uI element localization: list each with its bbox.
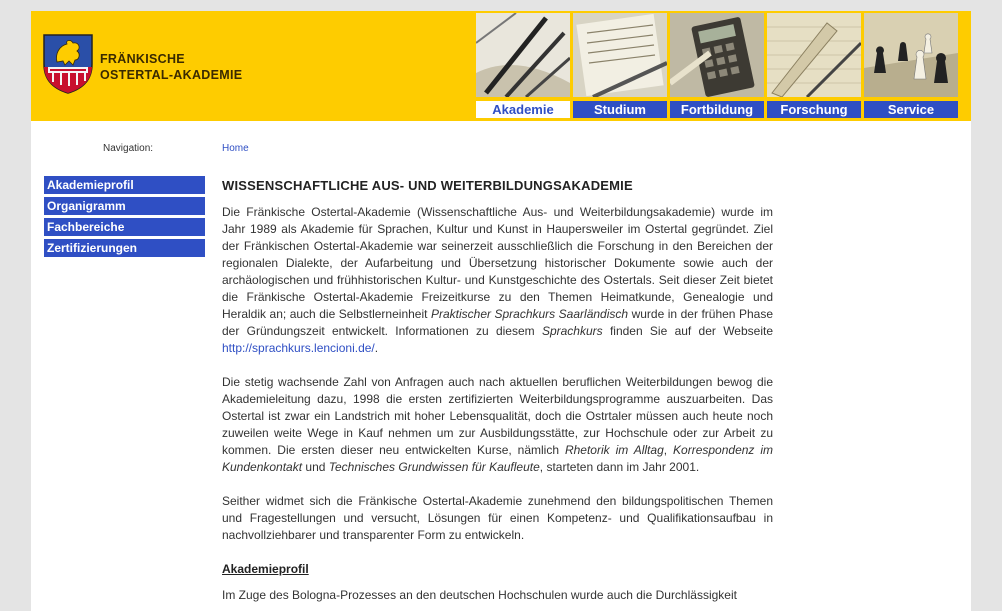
page: [31, 11, 971, 611]
chess-photo: [864, 13, 958, 97]
p2-emphasis-rhetorik: Rhetorik im Alltag: [564, 443, 664, 457]
sidebar-item-akademieprofil[interactable]: Akademieprofil: [44, 176, 205, 194]
site-header: [31, 11, 971, 121]
sidebar-nav: [44, 176, 205, 260]
p1-text-4: .: [374, 341, 379, 355]
p1-emphasis-sprachkurs-saarlaendisch: Praktischer Sprachkurs Saarländisch: [430, 307, 629, 321]
tab-service[interactable]: Service: [864, 101, 958, 118]
site-title[interactable]: [100, 51, 242, 83]
tab-forschung[interactable]: Forschung: [767, 101, 861, 118]
site-title-line2: OSTERTAL-AKADEMIE: [100, 68, 243, 82]
paragraph-education-policy: Seither widmet sich die Fränkische Ostertal-Akademie zunehmend den bildungspolitischen Themen und Fragestellungen und versucht, Lösungen für einen Kompetenz- und Qualifikationsaufbau in nachvollziehbarer und transparenter Form zu entwickeln.: [222, 494, 773, 542]
sidebar-item-fachbereiche[interactable]: Fachbereiche: [44, 218, 205, 236]
calculator-photo: [670, 13, 764, 97]
p1-text-3: finden Sie auf der Webseite: [602, 324, 773, 338]
p2-emphasis-korrespondenz: Korrespondenz im Kundenkontakt: [222, 443, 774, 474]
tab-fortbildung[interactable]: Fortbildung: [670, 101, 764, 118]
tab-akademie[interactable]: Akademie: [476, 101, 570, 118]
paragraph-further-education: [222, 374, 773, 476]
navigation-label: Navigation:: [103, 143, 154, 154]
section-heading-akademieprofil: Akademieprofil: [222, 562, 309, 576]
p1-text-1: Die Fränkische Ostertal-Akademie (Wissenschaftliche Aus- und Weiterbildungsakademie) wurde im Jahr 1989 als Akademie für Sprachen, Kultur und Kunst in Haupersweiler im Ostertal gegründet. Ziel der Fränkischen Ostertal-Akademie war seinerzeit ausschließlich die Forschung in den Bereichen der regionalen Dialekte, der Aufarbeitung und Übersetzung historischer Dokumente sowie auch der archäologischen und frühhistorischen Kultur- und Kunstgeschichte des Ostertals. Seit dieser Zeit bietet die Fränkische Ostertal-Akademie Freizeitkurse zu den Themen Heimatkunde, Genealogie und Heraldik an; auch die Selbstlerneinheit: [222, 205, 773, 321]
p2-text-2: ,: [663, 443, 674, 457]
pens-photo: [476, 13, 570, 97]
coat-of-arms-logo[interactable]: [43, 34, 93, 94]
p2-text-1: Die stetig wachsende Zahl von Anfragen auch nach aktuellen beruflichen Weiterbildungen bewog die Akademieleitung dazu, 1998 die ersten zertifizierten Weiterbildungsprogramme auszuarbeiten. Das Ostertal ist zwar ein Landstrich mit hoher Lebensqualität, doch die Ostrtaler müssen auch heute noch zuweilen weite Wege in Kauf nehmen um zur Ausbildungsstätte, zur Hochschule oder zur Arbeit zu kommen. Die ersten dieser neu entwickelten Kurse, nämlich: [222, 375, 773, 457]
p1-emphasis-sprachkurs: Sprachkurs: [541, 324, 603, 338]
p2-emphasis-technisches-grundwissen: Technisches Grundwissen für Kaufleute: [328, 460, 540, 474]
paragraph-bologna: Im Zuge des Bologna-Prozesses an den deutschen Hochschulen wurde auch die Durchlässigkeit: [222, 588, 737, 602]
tab-studium[interactable]: Studium: [573, 101, 667, 118]
p1-text-2: wurde in der frühen Phase der Gründungszeit entwickelt. Informationen zu diesem: [222, 307, 773, 338]
breadcrumb-home-link[interactable]: Home: [222, 143, 249, 154]
page-title: WISSENSCHAFTLICHE AUS- UND WEITERBILDUNGSAKADEMIE: [222, 178, 633, 193]
ruler-photo: [767, 13, 861, 97]
document-photo: [573, 13, 667, 97]
site-title-line1: FRÄNKISCHE: [100, 52, 185, 66]
sidebar-item-organigramm[interactable]: Organigramm: [44, 197, 205, 215]
sidebar-item-zertifizierungen[interactable]: Zertifizierungen: [44, 239, 205, 257]
p2-text-3: und: [302, 460, 329, 474]
paragraph-history: [222, 204, 773, 357]
sprachkurs-link[interactable]: http://sprachkurs.lencioni.de/: [222, 341, 375, 355]
p2-text-4: , starteten dann im Jahr 2001.: [539, 460, 700, 474]
main-content: [222, 177, 773, 611]
